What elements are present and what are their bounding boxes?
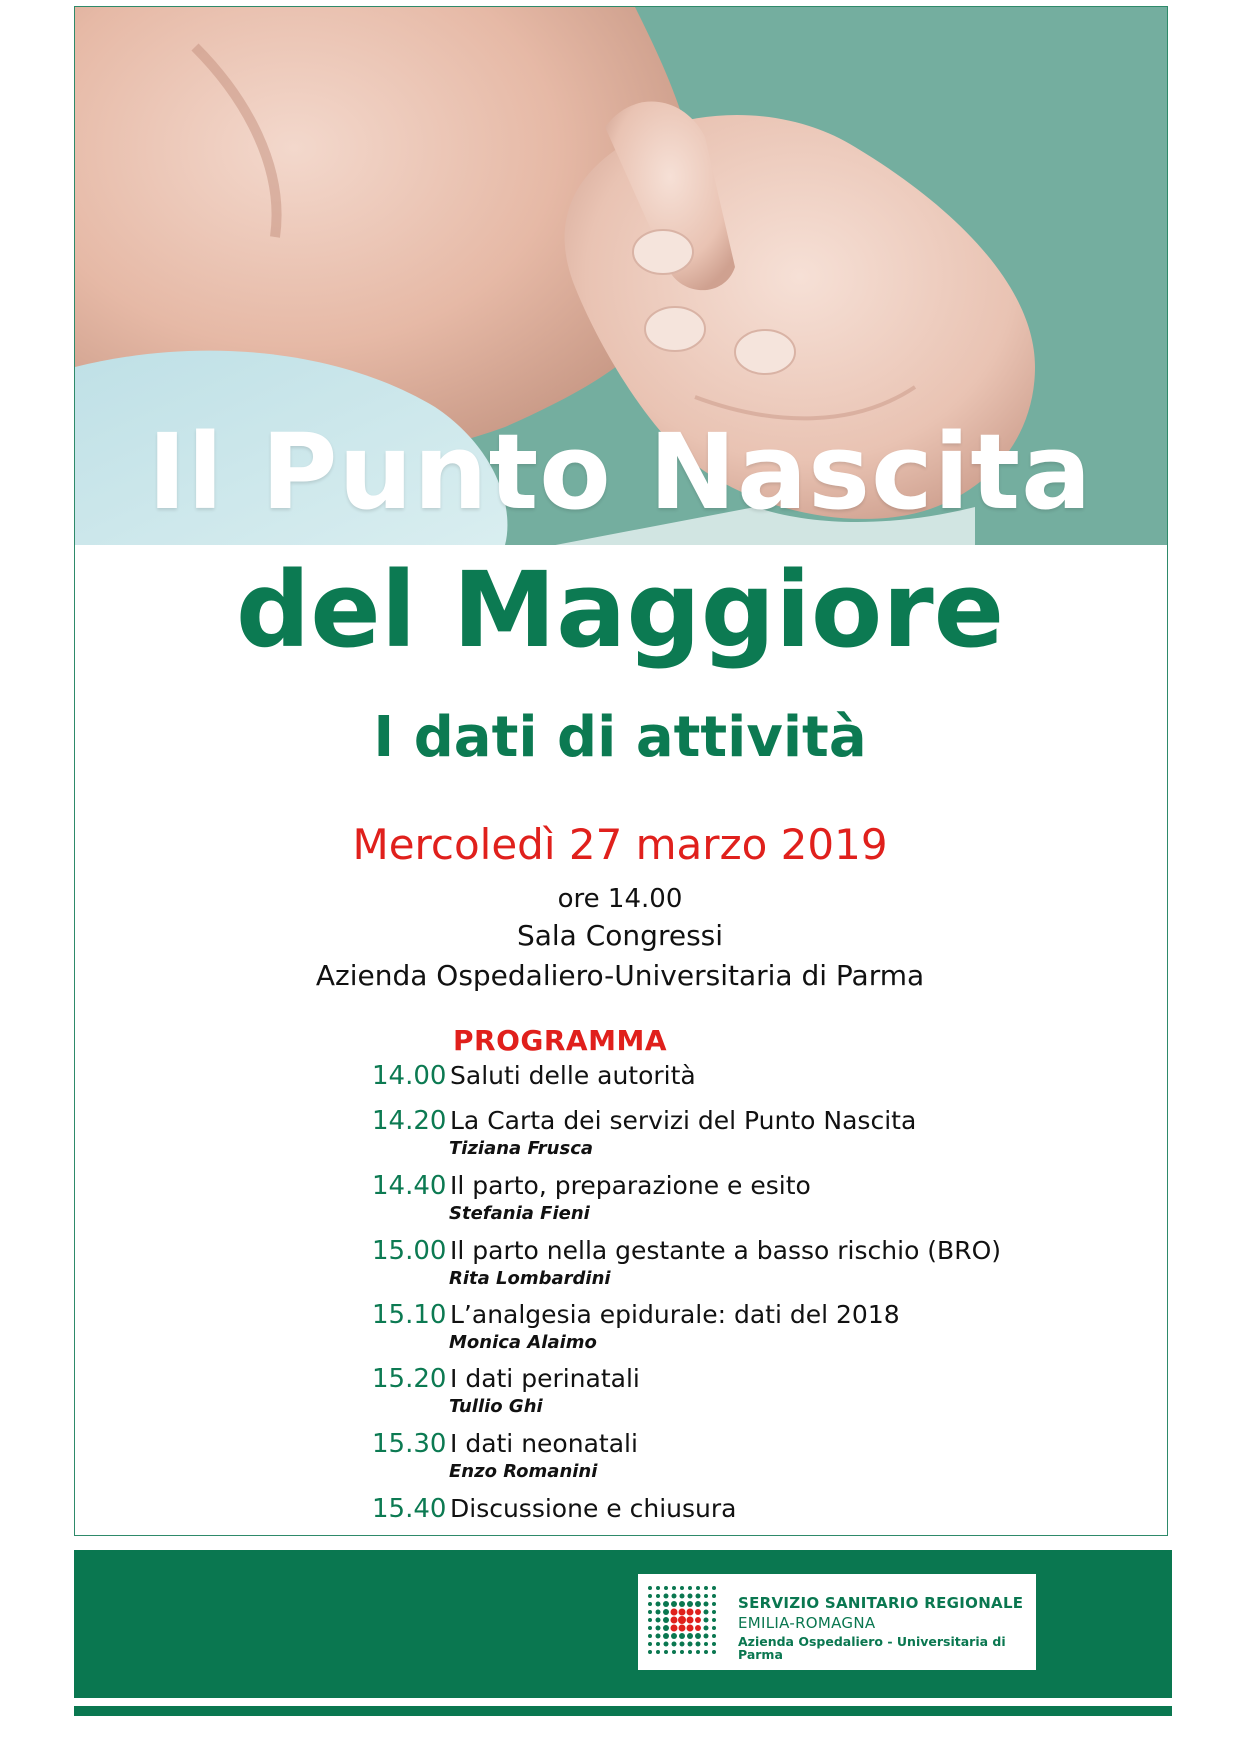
event-time: ore 14.00 <box>557 884 683 914</box>
program-item-speaker: Monica Alaimo <box>449 1332 597 1353</box>
program-item-speaker: Tullio Ghi <box>449 1396 543 1417</box>
logo-line-3: Azienda Ospedaliero - Universitaria di Parma <box>738 1634 1006 1662</box>
event-date: Mercoledì 27 marzo 2019 <box>352 820 888 869</box>
program-item-speaker: Rita Lombardini <box>449 1268 611 1289</box>
program-item-time: 15.40 <box>372 1494 447 1524</box>
program-item <box>372 1364 1072 1417</box>
logo-line-2: EMILIA-ROMAGNA <box>738 1614 876 1632</box>
program-item-talk: Il parto nella gestante a basso rischio (BRO) <box>450 1236 1002 1265</box>
program-item-time: 15.20 <box>372 1364 447 1394</box>
event-organization: Azienda Ospedaliero-Universitaria di Parma <box>315 959 925 992</box>
logo-text <box>738 1596 1036 1661</box>
footer-line <box>74 1706 1172 1716</box>
program-item-time: 15.10 <box>372 1300 447 1330</box>
program-item-talk: Il parto, preparazione e esito <box>450 1171 811 1200</box>
program-item <box>372 1171 1072 1224</box>
title-line-2: del Maggiore <box>235 549 1005 671</box>
program-item-talk: L’analgesia epidurale: dati del 2018 <box>450 1300 900 1329</box>
program-item-speaker: Stefania Fieni <box>449 1203 590 1224</box>
program-item <box>372 1429 1072 1482</box>
program-item-talk: Saluti delle autorità <box>450 1061 696 1090</box>
program-item-time: 14.40 <box>372 1171 447 1201</box>
event-place: Sala Congressi <box>516 919 724 952</box>
ssr-dots-icon <box>646 1584 722 1660</box>
program-item-talk: Discussione e chiusura <box>450 1494 737 1523</box>
program-item <box>372 1496 1072 1522</box>
program-item-talk: I dati neonatali <box>450 1429 638 1458</box>
program-item <box>372 1106 1072 1159</box>
program-item-talk: I dati perinatali <box>450 1364 640 1393</box>
program-item-time: 15.00 <box>372 1236 447 1266</box>
program-item-time: 14.00 <box>372 1061 447 1091</box>
program-item-speaker: Enzo Romanini <box>449 1461 598 1482</box>
logo-line-1: SERVIZIO SANITARIO REGIONALE <box>738 1594 1024 1612</box>
title-line-1: Il Punto Nascita <box>147 411 1093 533</box>
program-title: PROGRAMMA <box>453 1024 667 1057</box>
ssr-logo <box>638 1574 1036 1670</box>
program-item <box>372 1300 1072 1353</box>
program-item <box>372 1236 1072 1289</box>
program-item-speaker: Tiziana Frusca <box>449 1138 594 1159</box>
program-item <box>372 1063 1072 1089</box>
program-item-time: 15.30 <box>372 1429 447 1459</box>
program-item-talk: La Carta dei servizi del Punto Nascita <box>450 1106 917 1135</box>
subtitle: I dati di attività <box>373 705 867 770</box>
program-item-time: 14.20 <box>372 1106 447 1136</box>
